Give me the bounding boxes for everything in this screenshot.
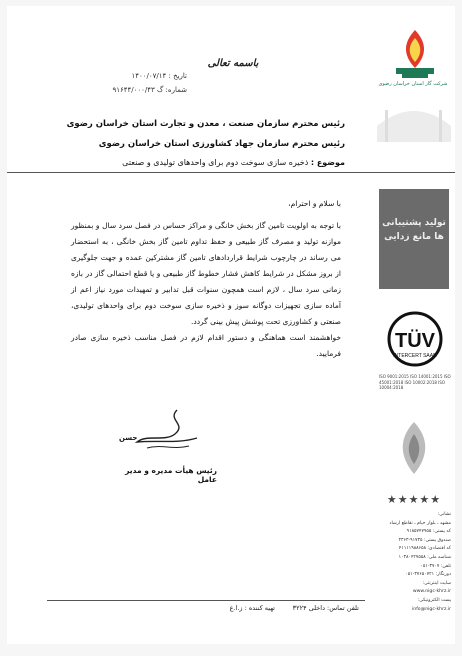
signer-title: رئیس هیأت مدیره و مدیر عامل: [125, 466, 217, 484]
contact-line: صندوق پستی: ۹۱۷۳۵-۲۳۶۳: [398, 537, 451, 543]
footer-divider: [47, 600, 365, 601]
signer-name: حسن: [119, 434, 138, 442]
contact-line: دورنگار: ۳۷۶۵۰۷۲۱-۰۵۱: [405, 572, 451, 578]
contact-line: نشانی:: [437, 512, 451, 517]
letter-page: [7, 6, 455, 644]
signature-scribble: [117, 404, 207, 456]
contact-line: شناسه ملی: ۱۰۳۸۰۴۲۷۵۵۸: [398, 554, 451, 560]
website-link[interactable]: www.nigc-khrz.ir: [412, 589, 451, 595]
recipient-1: رئیس محترم سازمان صنعت ، معدن و تجارت استان خراسان رضوی: [66, 119, 345, 129]
letter-body: [71, 196, 341, 362]
basmala: باسمه تعالی: [207, 58, 259, 69]
subject-line: [55, 158, 345, 167]
svg-text:INTERCERT SAAR: INTERCERT SAAR: [393, 353, 437, 359]
date-value: ۱۴۰۰/۰۷/۱۴: [131, 72, 167, 80]
greeting: با سلام و احترام،: [288, 199, 341, 208]
tuv-cert-text: ISO 9001:2015 ISO 14001:2015 ISO 45001:2018 ISO 10002:2018 ISO 10004:2018: [379, 374, 451, 390]
number-row: [95, 83, 187, 97]
recipients: [55, 114, 345, 154]
footer-preparer: تهیه کننده : ز.ا.ع: [229, 604, 275, 612]
number-value: گ ۹۱۶۴۴/۰۰۰/۴۳: [112, 86, 164, 94]
contact-line: سایت اینترنتی:: [422, 580, 451, 586]
logo-caption: شرکت گاز استان خراسان رضوی: [378, 81, 448, 87]
contact-line: کد پستی: ۹۱۸۵۷۴۷۹۵۵: [406, 529, 451, 535]
certification-emblem: [379, 416, 449, 486]
contact-line: کد اقتصادی: ۴۱۱۱۱۹۸۸۶۵۸: [398, 546, 451, 552]
closing-paragraph: خواهشمند است هماهنگی و دستور اقدام لازم در فصل مناسب ذخیره سازی صادر فرمایید.: [71, 333, 341, 358]
rating-stars: ★★★★★: [386, 493, 442, 506]
email-link[interactable]: info@nigc-khrz.ir: [412, 606, 451, 612]
footer-phone: تلفن تماس: داخلی ۳۲۲۴: [292, 604, 359, 612]
number-label: شماره:: [165, 86, 187, 94]
recipient-2: رئیس محترم سازمان جهاد کشاورزی استان خراسان رضوی: [98, 139, 345, 149]
subject-text: ذخیره سازی سوخت دوم برای واحدهای تولیدی و صنعتی: [122, 158, 309, 167]
date-label: تاریخ :: [168, 72, 187, 80]
contact-line: تلفن: ۳۷۰۷-۰۵۱: [420, 563, 451, 569]
subject-label: موضوع :: [310, 158, 345, 167]
nigc-logo: [382, 24, 448, 104]
slogan-text: تولید پشتیبانی ها مانع زدایی: [382, 218, 446, 242]
header-divider: [7, 172, 455, 173]
shrine-illustration: [375, 102, 453, 142]
contact-line: پست الکترونیکی:: [417, 597, 451, 603]
date-row: [95, 69, 187, 83]
svg-text:TÜV: TÜV: [395, 330, 435, 352]
letter-meta: [95, 69, 187, 97]
body-paragraph: با توجه به اولویت تامین گاز بخش خانگی و مراکز حساس در فصل سرد سال و بمنظور موازنه تولید و مصرف گاز طبیعی و حفظ تداوم تامین گاز بخش خانگی ، به استحضار می رساند در چارچوب شرایط قراردادهای تامین گاز مشترکین عمده و جهت جلوگیری از بروز مشکل در شرایط کاهش فشار خطوط گاز طبیعی و یا قطع احتمالی گاز در بازه زمانی سرد سال ، لازم است همچون سنوات قبل تدابیر و تمهیدات مورد نیاز اعم از آماده سازی تجهیزات دوگانه سوز و ذخیره سازی سوخت دوم برای واحدهای تولیدی، صنعتی و کشاورزی تحت پوشش پیش بینی گردد.: [71, 221, 341, 326]
contact-line: مشهد ـ بلوار خیام ـ تقاطع ارشاد: [389, 520, 451, 526]
contact-info: [377, 511, 451, 614]
